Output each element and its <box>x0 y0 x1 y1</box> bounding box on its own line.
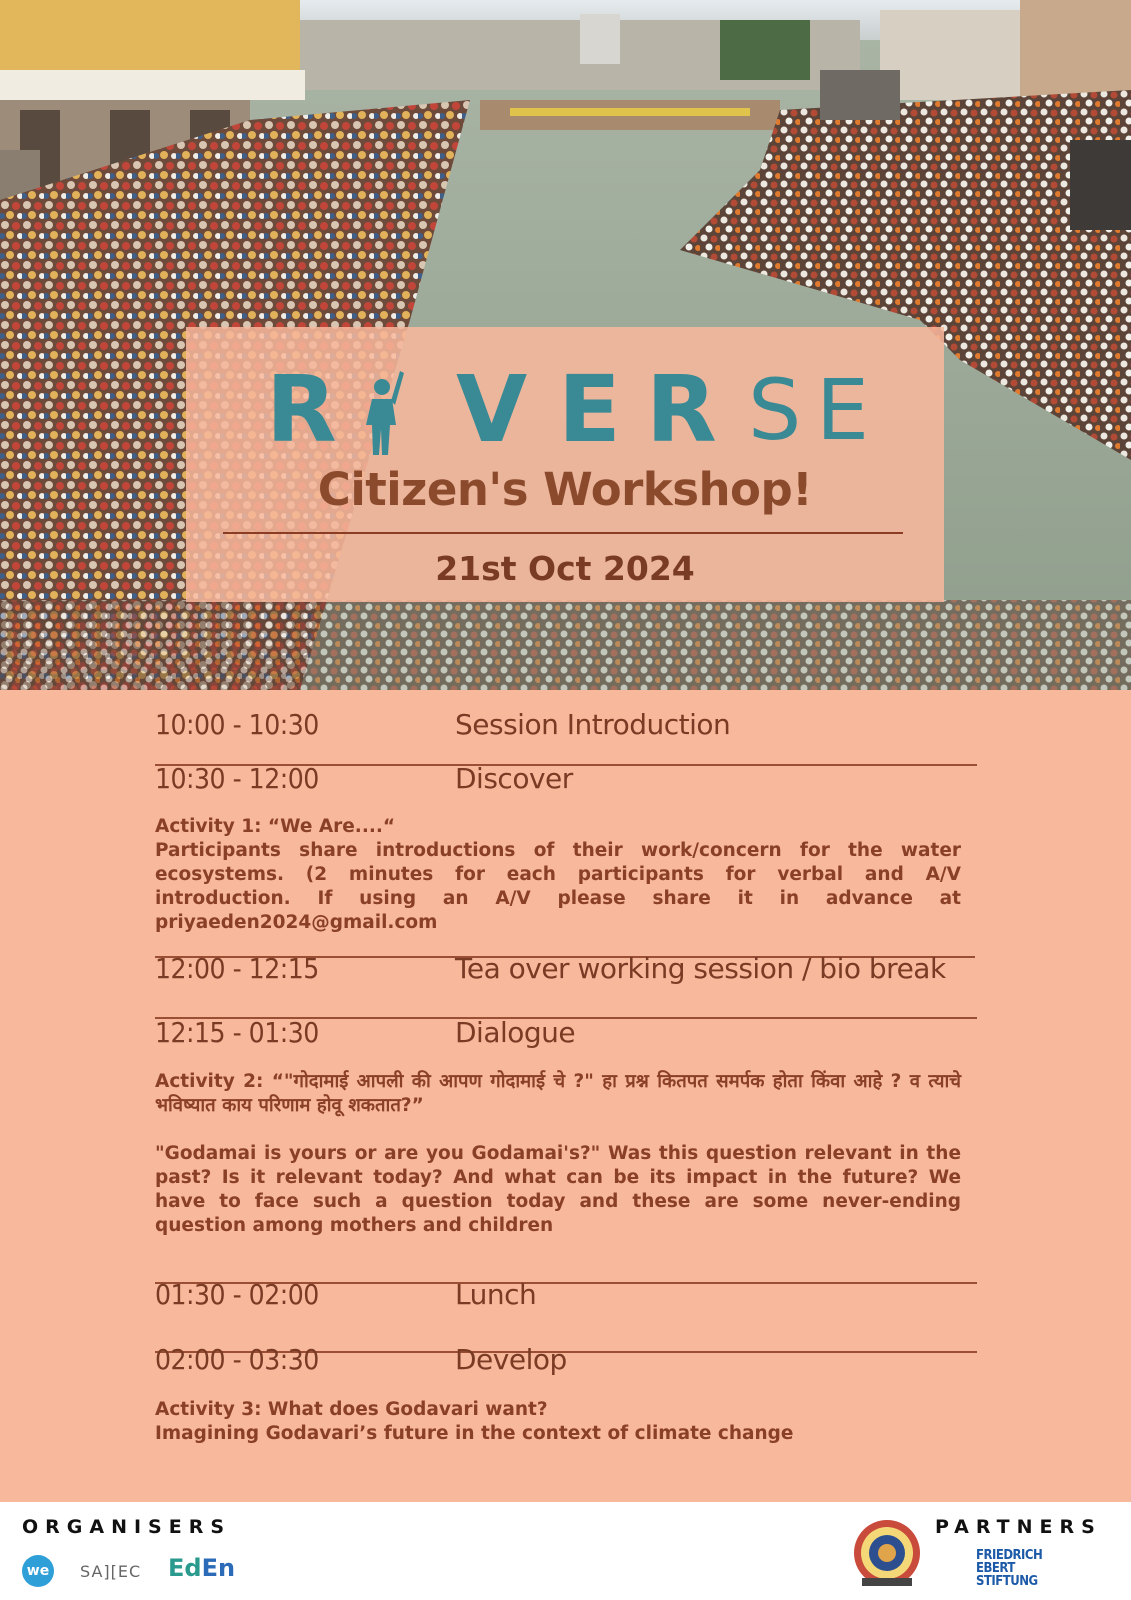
session-time: 12:15 - 01:30 <box>155 1016 319 1049</box>
session-time: 02:00 - 03:30 <box>155 1343 319 1376</box>
activity-details: Imagining Godavari’s future in the context of climate change <box>155 1423 794 1444</box>
session-title: Dialogue <box>455 1016 576 1049</box>
activity-title: Activity 1: “We Are....“ <box>155 816 396 837</box>
session-title: Tea over working session / bio break <box>455 952 946 985</box>
partner-university-seal-icon <box>852 1518 922 1588</box>
title-divider <box>223 532 903 534</box>
title-box <box>186 327 944 602</box>
session-title: Develop <box>455 1343 567 1376</box>
session-title: Discover <box>455 762 573 795</box>
session-description <box>155 1398 961 1446</box>
session-time: 12:00 - 12:15 <box>155 952 319 985</box>
organiser-logo-eden: EdEn <box>168 1554 236 1582</box>
session-title: Session Introduction <box>455 708 731 741</box>
partner-logo-fes: FRIEDRICH EBERT STIFTUNG <box>976 1548 1043 1589</box>
partners-label: PARTNERS <box>935 1516 1102 1538</box>
logo-letter: R <box>646 356 717 463</box>
organisers-label: ORGANISERS <box>22 1516 232 1538</box>
session-title: Lunch <box>455 1278 537 1311</box>
session-description <box>155 815 961 935</box>
logo-letter: S <box>748 361 802 459</box>
footer <box>0 1502 1131 1600</box>
logo-letter: E <box>816 361 870 459</box>
logo-letter: V <box>456 356 528 463</box>
session-time: 10:30 - 12:00 <box>155 762 319 795</box>
logo-letter: R <box>266 356 337 463</box>
session-time: 01:30 - 02:00 <box>155 1278 319 1311</box>
activity-title: Activity 3: What does Godavari want? <box>155 1399 548 1420</box>
session-time: 10:00 - 10:30 <box>155 708 319 741</box>
organiser-logo-we: we <box>22 1555 54 1587</box>
logo-letter: E <box>558 356 621 463</box>
organiser-logo-sallec: SA][EC <box>80 1562 142 1581</box>
person-figure-icon <box>362 365 406 457</box>
activity-title: Activity 2: “"गोदामाई आपली की आपण गोदामाई चे ?" हा प्रश्न कितपत समर्पक होता किंवा आहे ? व त्याचे भविष्यात काय परिणाम होवू शकतात?” <box>155 1071 961 1116</box>
activity-details: Participants share introductions of their work/concern for the water ecosystems. (2 minutes for each participants for verbal and A/V introduction. If using an A/V please share it in advance at priyaeden2024@gmail.com <box>155 840 961 933</box>
workshop-title: Citizen's Workshop! <box>317 463 813 516</box>
session-description <box>155 1070 961 1238</box>
riverse-logo <box>266 356 870 463</box>
activity-details: "Godamai is yours or are you Godamai's?" Was this question relevant in the past? Is it relevant today? And what can be its impact in the future? We have to face such a question today and these are some never-ending question among mothers and children <box>155 1143 961 1236</box>
workshop-date: 21st Oct 2024 <box>435 549 695 588</box>
